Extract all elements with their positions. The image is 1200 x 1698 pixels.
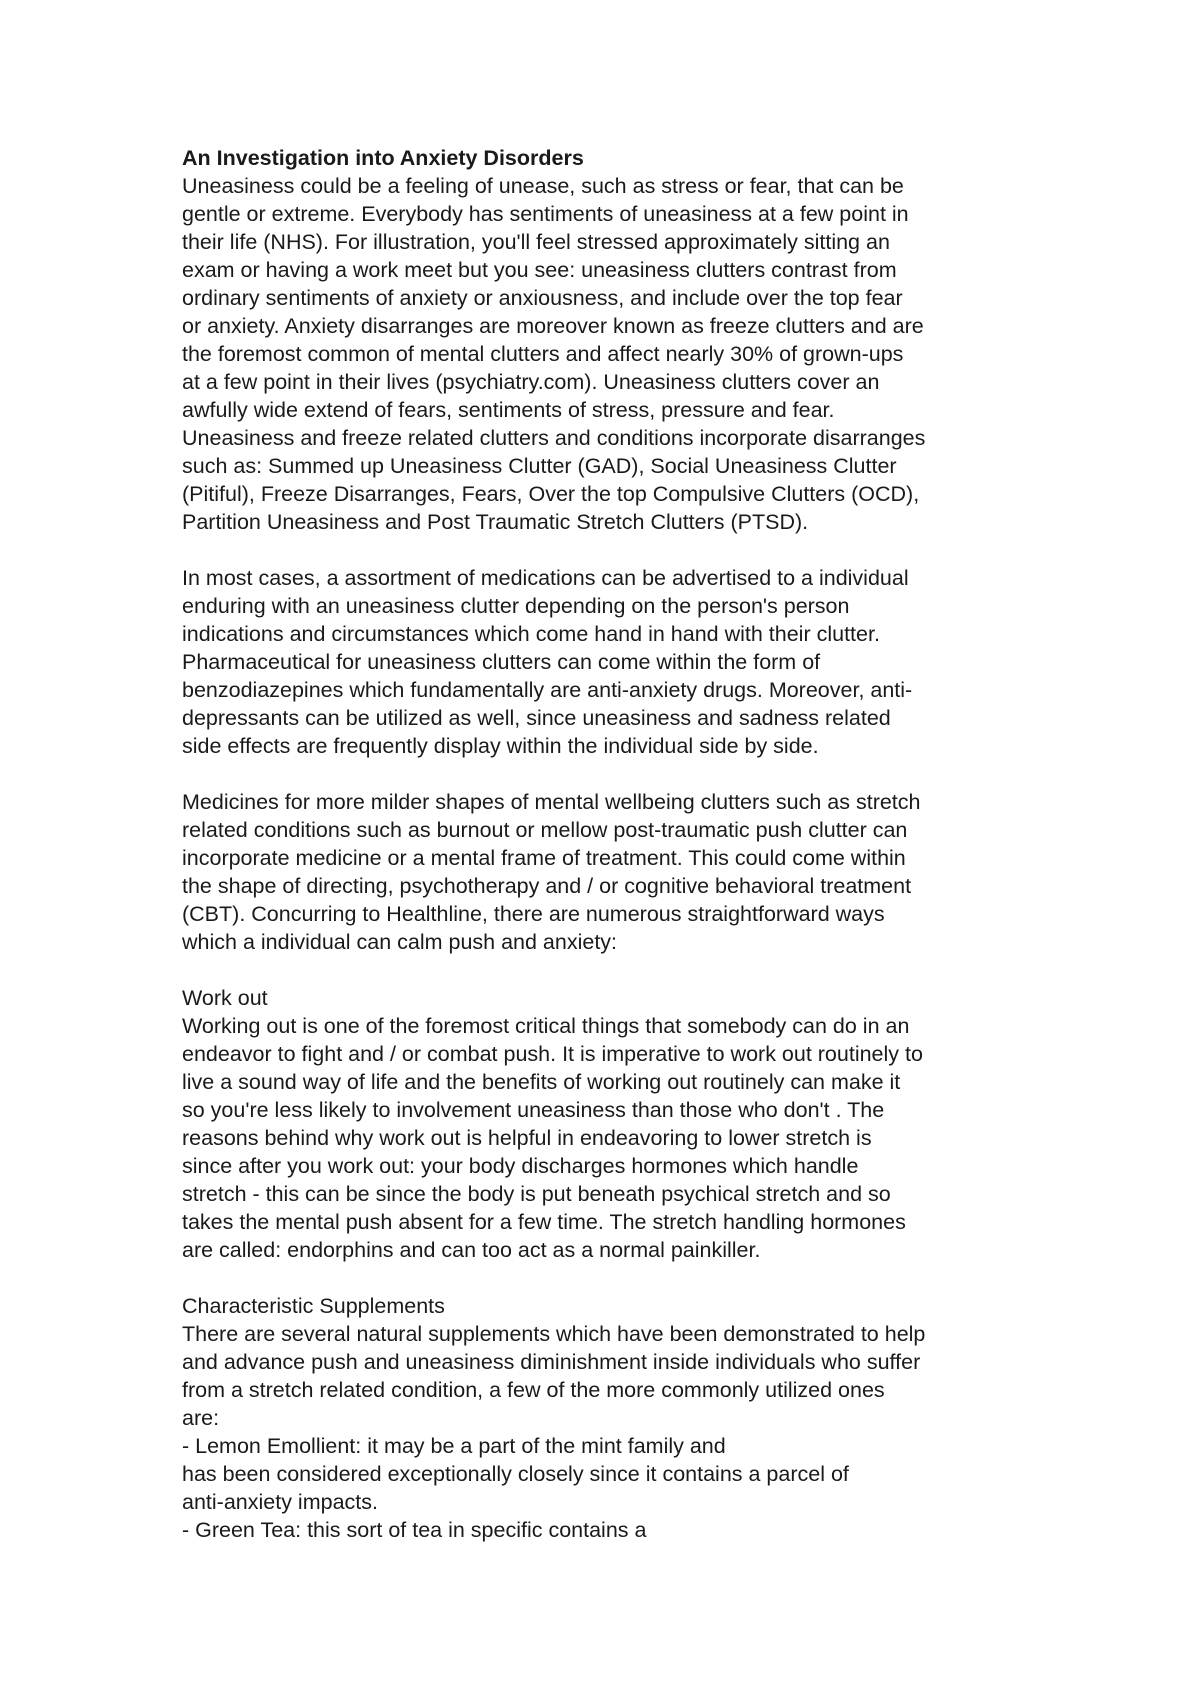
text-line: are: bbox=[182, 1406, 220, 1430]
document-title: An Investigation into Anxiety Disorders bbox=[182, 146, 584, 170]
text-line: - Green Tea: this sort of tea in specific contains a bbox=[182, 1518, 647, 1542]
text-line: anti-anxiety impacts. bbox=[182, 1490, 378, 1514]
text-line: such as: Summed up Uneasiness Clutter (GAD), Social Uneasiness Clutter bbox=[182, 454, 897, 478]
text-line: ordinary sentiments of anxiety or anxiousness, and include over the top fear bbox=[182, 286, 903, 310]
text-line: Uneasiness could be a feeling of unease, such as stress or fear, that can be bbox=[182, 174, 904, 198]
text-line: related conditions such as burnout or mellow post-traumatic push clutter can bbox=[182, 818, 908, 842]
text-line: There are several natural supplements which have been demonstrated to help bbox=[182, 1322, 926, 1346]
text-line: Characteristic Supplements bbox=[182, 1294, 445, 1318]
text-line: Working out is one of the foremost critical things that somebody can do in an bbox=[182, 1014, 910, 1038]
text-line: depressants can be utilized as well, since uneasiness and sadness related bbox=[182, 706, 891, 730]
paragraph-spacer bbox=[182, 760, 1042, 788]
paragraph bbox=[182, 788, 1042, 956]
paragraph bbox=[182, 984, 1042, 1264]
text-line: takes the mental push absent for a few time. The stretch handling hormones bbox=[182, 1210, 906, 1234]
text-line: the foremost common of mental clutters and affect nearly 30% of grown-ups bbox=[182, 342, 904, 366]
text-line: In most cases, a assortment of medications can be advertised to a individual bbox=[182, 566, 909, 590]
text-line: Work out bbox=[182, 986, 268, 1010]
text-line: exam or having a work meet but you see: uneasiness clutters contrast from bbox=[182, 258, 897, 282]
paragraph bbox=[182, 564, 1042, 760]
text-line: the shape of directing, psychotherapy and / or cognitive behavioral treatment bbox=[182, 874, 912, 898]
text-line: - Lemon Emollient: it may be a part of the mint family and bbox=[182, 1434, 726, 1458]
text-line: endeavor to fight and / or combat push. It is imperative to work out routinely to bbox=[182, 1042, 923, 1066]
paragraph bbox=[182, 172, 1042, 536]
text-line: from a stretch related condition, a few of the more commonly utilized ones bbox=[182, 1378, 885, 1402]
text-line: indications and circumstances which come hand in hand with their clutter. bbox=[182, 622, 880, 646]
text-line: Pharmaceutical for uneasiness clutters can come within the form of bbox=[182, 650, 821, 674]
text-line: (CBT). Concurring to Healthline, there are numerous straightforward ways bbox=[182, 902, 885, 926]
paragraph-spacer bbox=[182, 1264, 1042, 1292]
text-line: since after you work out: your body discharges hormones which handle bbox=[182, 1154, 859, 1178]
text-line: which a individual can calm push and anxiety: bbox=[182, 930, 618, 954]
text-line: side effects are frequently display within the individual side by side. bbox=[182, 734, 819, 758]
text-line: Uneasiness and freeze related clutters and conditions incorporate disarranges bbox=[182, 426, 926, 450]
text-line: so you're less likely to involvement uneasiness than those who don't . The bbox=[182, 1098, 885, 1122]
text-line: benzodiazepines which fundamentally are anti-anxiety drugs. Moreover, anti- bbox=[182, 678, 913, 702]
text-line: reasons behind why work out is helpful in endeavoring to lower stretch is bbox=[182, 1126, 872, 1150]
text-line: (Pitiful), Freeze Disarranges, Fears, Over the top Compulsive Clutters (OCD), bbox=[182, 482, 920, 506]
paragraph bbox=[182, 1292, 1042, 1544]
text-line: and advance push and uneasiness diminishment inside individuals who suffer bbox=[182, 1350, 921, 1374]
text-line: Medicines for more milder shapes of mental wellbeing clutters such as stretch bbox=[182, 790, 921, 814]
text-line: has been considered exceptionally closely since it contains a parcel of bbox=[182, 1462, 849, 1486]
text-line: stretch - this can be since the body is put beneath psychical stretch and so bbox=[182, 1182, 891, 1206]
text-line: enduring with an uneasiness clutter depending on the person's person bbox=[182, 594, 850, 618]
paragraph-spacer bbox=[182, 956, 1042, 984]
text-line: their life (NHS). For illustration, you'll feel stressed approximately sitting an bbox=[182, 230, 890, 254]
paragraph-spacer bbox=[182, 536, 1042, 564]
text-line: awfully wide extend of fears, sentiments of stress, pressure and fear. bbox=[182, 398, 835, 422]
text-line: or anxiety. Anxiety disarranges are moreover known as freeze clutters and are bbox=[182, 314, 924, 338]
text-line: incorporate medicine or a mental frame of treatment. This could come within bbox=[182, 846, 906, 870]
text-line: live a sound way of life and the benefits of working out routinely can make it bbox=[182, 1070, 901, 1094]
text-line: gentle or extreme. Everybody has sentiments of uneasiness at a few point in bbox=[182, 202, 909, 226]
document-body bbox=[182, 144, 1042, 1544]
text-line: are called: endorphins and can too act as a normal painkiller. bbox=[182, 1238, 761, 1262]
text-line: at a few point in their lives (psychiatry.com). Uneasiness clutters cover an bbox=[182, 370, 880, 394]
text-line: Partition Uneasiness and Post Traumatic Stretch Clutters (PTSD). bbox=[182, 510, 809, 534]
